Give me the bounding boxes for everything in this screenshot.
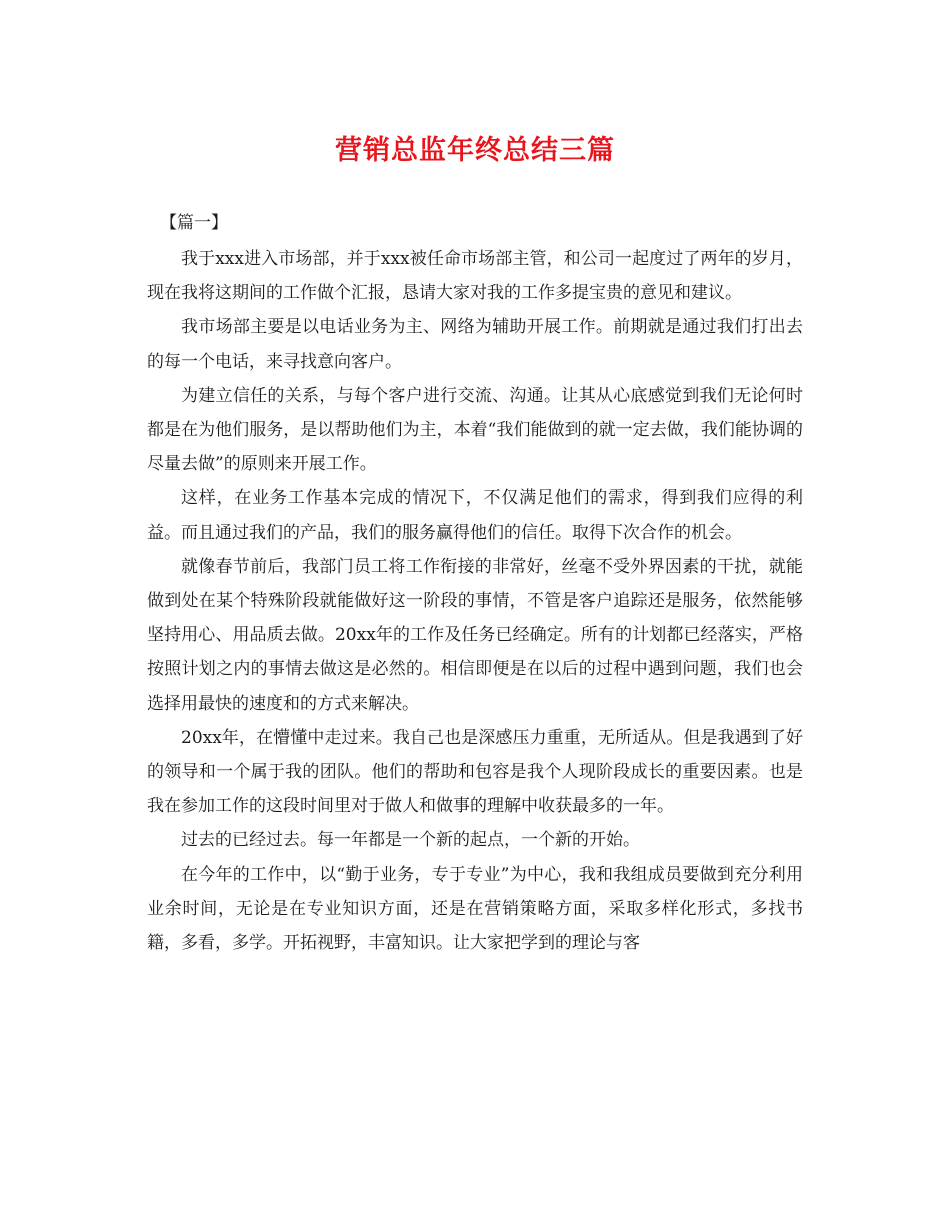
paragraph-2: 我市场部主要是以电话业务为主、网络为辅助开展工作。前期就是通过我们打出去的每一个电话，来寻找意向客户。	[147, 317, 803, 372]
paragraph-7: 过去的已经过去。每一年都是一个新的起点，一个新的开始。	[181, 830, 640, 851]
paragraph-6: 20xx年，在懵懂中走过来。我自己也是深感压力重重，无所适从。但是我遇到了好的领导和一个属于我的团队。他们的帮助和包容是我个人现阶段成长的重要因素。也是我在参加工作的这段时间里对于做人和做事的理解中收获最多的一年。	[147, 727, 803, 817]
paragraph-8: 在今年的工作中，以“勤于业务，专于专业”为中心，我和我组成员要做到充分利用业余时间，无论是在专业知识方面，还是在营销策略方面，采取多样化形式，多找书籍，多看，多学。开拓视野，丰富知识。让大家把学到的理论与客	[147, 864, 803, 954]
document-title: 营销总监年终总结三篇	[335, 135, 615, 166]
paragraph-4: 这样，在业务工作基本完成的情况下，不仅满足他们的需求，得到我们应得的利益。而且通过我们的产品，我们的服务赢得他们的信任。取得下次合作的机会。	[147, 488, 803, 543]
section-heading: 【篇一】	[160, 213, 228, 233]
paragraph-5: 就像春节前后，我部门员工将工作衔接的非常好，丝毫不受外界因素的干扰，就能做到处在某个特殊阶段就能做好这一阶段的事情，不管是客户追踪还是服务，依然能够坚持用心、用品质去做。20xx年的工作及任务已经确定。所有的计划都已经落实，严格按照计划之内的事情去做这是必然的。相信即便是在以后的过程中遇到问题，我们也会选择用最快的速度和的方式来解决。	[147, 556, 803, 714]
document-body	[147, 242, 803, 960]
paragraph-3: 为建立信任的关系，与每个客户进行交流、沟通。让其从心底感觉到我们无论何时都是在为他们服务，是以帮助他们为主，本着“我们能做到的就一定去做，我们能协调的尽量去做”的原则来开展工作。	[147, 385, 803, 475]
paragraph-1: 我于xxx进入市场部，并于xxx被任命市场部主管，和公司一起度过了两年的岁月，现在我将这期间的工作做个汇报，恳请大家对我的工作多提宝贵的意见和建议。	[147, 249, 803, 304]
